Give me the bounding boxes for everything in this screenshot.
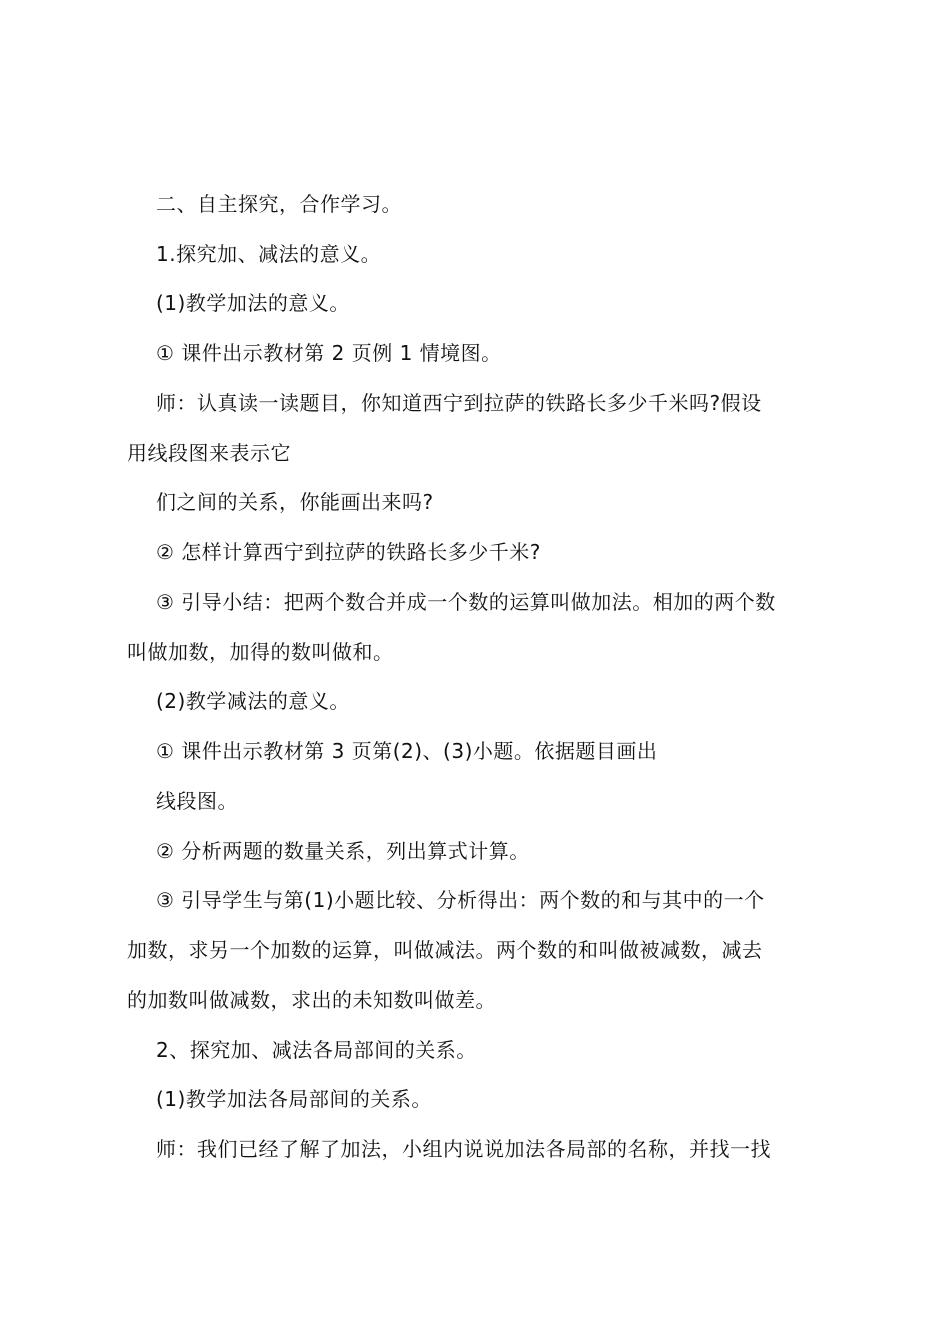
paragraph-line: ③ 引导小结：把两个数合并成一个数的运算叫做加法。相加的两个数 — [156, 590, 776, 614]
subsection-heading: 2、探究加、减法各局部间的关系。 — [156, 1038, 477, 1062]
item-heading: (1)教学加法各局部间的关系。 — [156, 1087, 432, 1111]
paragraph-line: 的加数叫做减数，求出的未知数叫做差。 — [127, 988, 496, 1012]
paragraph-line: ① 课件出示教材第 2 页例 1 情境图。 — [156, 341, 502, 365]
paragraph-line: ① 课件出示教材第 3 页第(2)、(3)小题。依据题目画出 — [156, 739, 658, 763]
subsection-heading: 1.探究加、减法的意义。 — [156, 242, 382, 266]
section-heading: 二、自主探究，合作学习。 — [156, 192, 402, 216]
paragraph-line: 们之间的关系，你能画出来吗? — [156, 490, 434, 514]
paragraph-line: 线段图。 — [156, 789, 238, 813]
paragraph-line: 用线段图来表示它 — [127, 441, 291, 465]
paragraph-line: 加数，求另一个加数的运算，叫做减法。两个数的和叫做被减数，减去 — [127, 938, 763, 962]
paragraph-line: 叫做加数，加得的数叫做和。 — [127, 640, 394, 664]
item-heading: (1)教学加法的意义。 — [156, 291, 350, 315]
item-heading: (2)教学减法的意义。 — [156, 689, 350, 713]
paragraph-line: 师：我们已经了解了加法，小组内说说加法各局部的名称，并找一找 — [156, 1137, 771, 1161]
paragraph-line: ② 怎样计算西宁到拉萨的铁路长多少千米? — [156, 540, 541, 564]
paragraph-line: ② 分析两题的数量关系，列出算式计算。 — [156, 839, 530, 863]
paragraph-line: 师：认真读一读题目，你知道西宁到拉萨的铁路长多少千米吗?假设 — [156, 391, 762, 415]
paragraph-line: ③ 引导学生与第(1)小题比较、分析得出：两个数的和与其中的一个 — [156, 888, 765, 912]
